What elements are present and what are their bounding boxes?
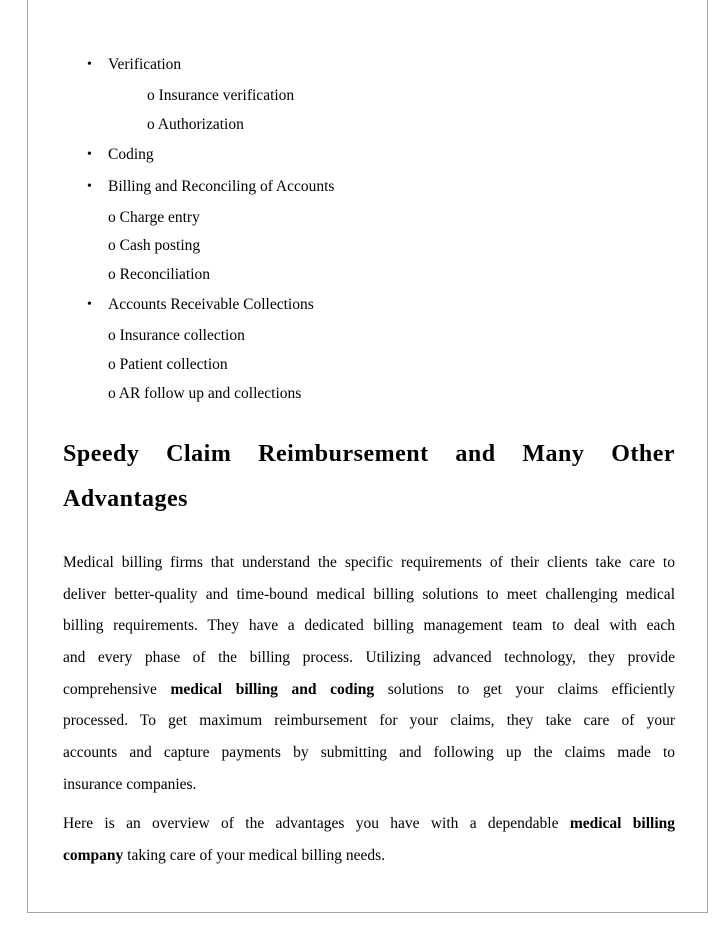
paragraph-line xyxy=(63,846,675,878)
paragraph-line: and every phase of the billing process. Utilizing advanced technology, they provide xyxy=(63,649,675,667)
paragraph-line: processed. To get maximum reimbursement for your claims, they take care of your xyxy=(63,712,675,730)
body-paragraph-1 xyxy=(63,553,675,807)
paragraph-line xyxy=(63,814,675,846)
heading-word: and xyxy=(455,441,496,467)
bold-link-text: company xyxy=(63,846,124,864)
paragraph-line xyxy=(63,680,675,712)
text-run: taking care of your medical billing needs. xyxy=(127,846,385,864)
list-subitem-ar-follow-up: o AR follow up and collections xyxy=(108,385,302,402)
list-subitem-charge-entry: o Charge entry xyxy=(108,209,200,226)
bold-link-text: medical billing and coding xyxy=(170,680,375,698)
text-run: Here is an overview of the advantages you have with a dependable xyxy=(63,815,559,832)
list-item-coding: Coding xyxy=(108,146,154,163)
list-subitem-authorization: o Authorization xyxy=(147,116,244,133)
bullet-dot: • xyxy=(87,147,92,162)
list-subitem-cash-posting: o Cash posting xyxy=(108,237,201,254)
bold-link-text: medical billing xyxy=(569,815,676,832)
section-heading-line2: Advantages xyxy=(63,486,189,512)
paragraph-line: accounts and capture payments by submitting and following up the claims made to xyxy=(63,744,675,762)
list-subitem-patient-collection: o Patient collection xyxy=(108,356,228,373)
list-subitem-reconciliation: o Reconciliation xyxy=(108,266,211,283)
text-run: solutions to get your claims efficiently xyxy=(387,680,676,698)
body-paragraph-2 xyxy=(63,814,675,877)
list-item-ar-collections: Accounts Receivable Collections xyxy=(108,296,314,313)
section-heading-line1 xyxy=(63,439,675,469)
bullet-dot: • xyxy=(87,57,92,72)
list-item-billing: Billing and Reconciling of Accounts xyxy=(108,178,335,195)
paragraph-line: billing requirements. They have a dedicated billing management team to deal with each xyxy=(63,617,675,635)
paragraph-line: deliver better-quality and time-bound medical billing solutions to meet challenging medical xyxy=(63,585,675,603)
bullet-dot: • xyxy=(87,179,92,194)
paragraph-line: insurance companies. xyxy=(63,775,197,793)
bullet-dot: • xyxy=(87,297,92,312)
text-run: comprehensive xyxy=(63,680,157,698)
paragraph-line: Medical billing firms that understand the specific requirements of their clients take care to xyxy=(63,554,675,571)
heading-word: Reimbursement xyxy=(258,441,429,467)
heading-word: Speedy xyxy=(63,441,140,467)
heading-word: Claim xyxy=(166,441,232,467)
list-subitem-insurance-collection: o Insurance collection xyxy=(108,327,245,344)
list-subitem-insurance-verification: o Insurance verification xyxy=(147,87,295,104)
heading-word: Many xyxy=(522,441,585,467)
heading-word: Other xyxy=(611,441,675,467)
list-item-verification: Verification xyxy=(108,56,182,73)
